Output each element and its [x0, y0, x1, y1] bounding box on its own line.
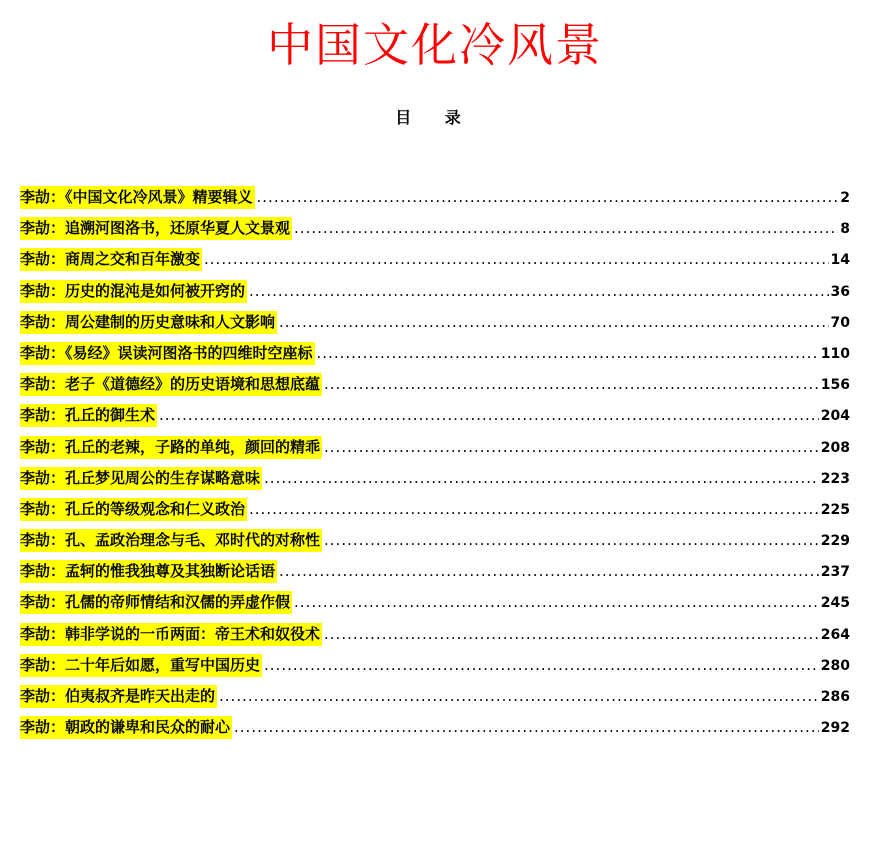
- toc-entry[interactable]: [20, 654, 850, 685]
- toc-page-number[interactable]: 36: [830, 283, 850, 300]
- toc-page-number[interactable]: 204: [820, 408, 850, 425]
- toc-entry[interactable]: [20, 623, 850, 654]
- toc-dot-leader: [249, 498, 819, 520]
- toc-dot-leader: [264, 654, 819, 676]
- toc-page-number[interactable]: 208: [820, 439, 850, 456]
- toc-entry-title[interactable]: 李劼：孔丘的老辣，子路的单纯，颜回的精乖: [20, 436, 322, 459]
- toc-entry[interactable]: [20, 716, 850, 747]
- toc-page-number[interactable]: 292: [820, 720, 850, 737]
- toc-dot-leader: [257, 186, 838, 208]
- toc-entry[interactable]: [20, 373, 850, 404]
- toc-entry-title[interactable]: 李劼：追溯河图洛书，还原华夏人文景观: [20, 217, 292, 240]
- toc-entry-title[interactable]: 李劼：孔儒的帝师情结和汉儒的弄虚作假: [20, 591, 292, 614]
- toc-dot-leader: [279, 560, 819, 582]
- toc-entry[interactable]: [20, 248, 850, 279]
- toc-page-number[interactable]: 70: [830, 314, 850, 331]
- toc-entry-title[interactable]: 李劼：周公建制的历史意味和人文影响: [20, 311, 277, 334]
- toc-dot-leader: [294, 217, 838, 239]
- toc-page-number[interactable]: 223: [820, 470, 850, 487]
- toc-entry[interactable]: [20, 591, 850, 622]
- toc-dot-leader: [264, 467, 819, 489]
- toc-entry-title[interactable]: 李劼：孔、孟政治理念与毛、邓时代的对称性: [20, 529, 322, 552]
- toc-entry[interactable]: [20, 404, 850, 435]
- toc-dot-leader: [159, 404, 819, 426]
- toc-dot-leader: [219, 685, 819, 707]
- toc-entry-title[interactable]: 李劼：孔丘梦见周公的生存谋略意味: [20, 467, 262, 490]
- toc-entry[interactable]: [20, 342, 850, 373]
- toc-page-number[interactable]: 110: [820, 345, 850, 362]
- toc-page-number[interactable]: 286: [820, 689, 850, 705]
- toc-dot-leader: [294, 591, 819, 613]
- toc-entry[interactable]: [20, 217, 850, 248]
- toc-entry-title[interactable]: 李劼：《中国文化冷风景》精要辑义: [20, 186, 255, 209]
- toc-dot-leader: [204, 248, 829, 270]
- toc-entry-title[interactable]: 李劼：老子《道德经》的历史语境和思想底蕴: [20, 373, 322, 396]
- toc-entry-title[interactable]: 李劼：伯夷叔齐是昨天出走的: [20, 685, 217, 708]
- toc-entry[interactable]: [20, 280, 850, 311]
- toc-page-number[interactable]: 156: [820, 377, 850, 394]
- toc-page-number[interactable]: 264: [820, 626, 850, 643]
- toc-dot-leader: [324, 373, 819, 395]
- table-of-contents: [20, 186, 850, 747]
- toc-entry-title[interactable]: 李劼：《易经》误读河图洛书的四维时空座标: [20, 342, 315, 365]
- toc-entry[interactable]: [20, 311, 850, 342]
- toc-page-number[interactable]: 280: [820, 657, 850, 674]
- page-title: 中国文化冷风景: [267, 18, 603, 72]
- toc-entry-title[interactable]: 李劼：孔丘的等级观念和仁义政治: [20, 498, 247, 521]
- toc-entry-title[interactable]: 李劼：二十年后如愿，重写中国历史: [20, 654, 262, 677]
- toc-dot-leader: [324, 623, 819, 645]
- toc-page-number[interactable]: 229: [820, 533, 850, 550]
- toc-entry[interactable]: [20, 498, 850, 529]
- toc-page-number[interactable]: 237: [820, 564, 850, 581]
- toc-entry-title[interactable]: 李劼：历史的混沌是如何被开窍的: [20, 280, 247, 303]
- toc-entry[interactable]: [20, 560, 850, 591]
- toc-page-number[interactable]: 245: [820, 595, 850, 612]
- toc-page-number[interactable]: 225: [820, 501, 850, 518]
- toc-entry-title[interactable]: 李劼：商周之交和百年激变: [20, 248, 202, 271]
- toc-entry[interactable]: [20, 436, 850, 467]
- toc-entry-title[interactable]: 李劼：韩非学说的一币两面：帝王术和奴役术: [20, 623, 322, 646]
- toc-dot-leader: [234, 716, 819, 738]
- toc-entry[interactable]: [20, 467, 850, 498]
- toc-page-number[interactable]: 2: [840, 190, 850, 206]
- toc-dot-leader: [317, 342, 819, 364]
- toc-entry-title[interactable]: 李劼：朝政的谦卑和民众的耐心: [20, 716, 232, 739]
- toc-dot-leader: [249, 280, 829, 302]
- toc-page-number[interactable]: 14: [830, 252, 850, 269]
- toc-heading: 目 录: [395, 108, 475, 127]
- toc-dot-leader: [324, 436, 819, 458]
- toc-page-number[interactable]: 8: [840, 221, 850, 238]
- toc-dot-leader: [324, 529, 819, 551]
- toc-entry-title[interactable]: 李劼：孟轲的惟我独尊及其独断论话语: [20, 560, 277, 583]
- toc-entry-title[interactable]: 李劼：孔丘的御生术: [20, 404, 157, 427]
- toc-entry[interactable]: [20, 529, 850, 560]
- toc-dot-leader: [279, 311, 829, 333]
- toc-entry[interactable]: [20, 685, 850, 716]
- toc-entry[interactable]: [20, 186, 850, 217]
